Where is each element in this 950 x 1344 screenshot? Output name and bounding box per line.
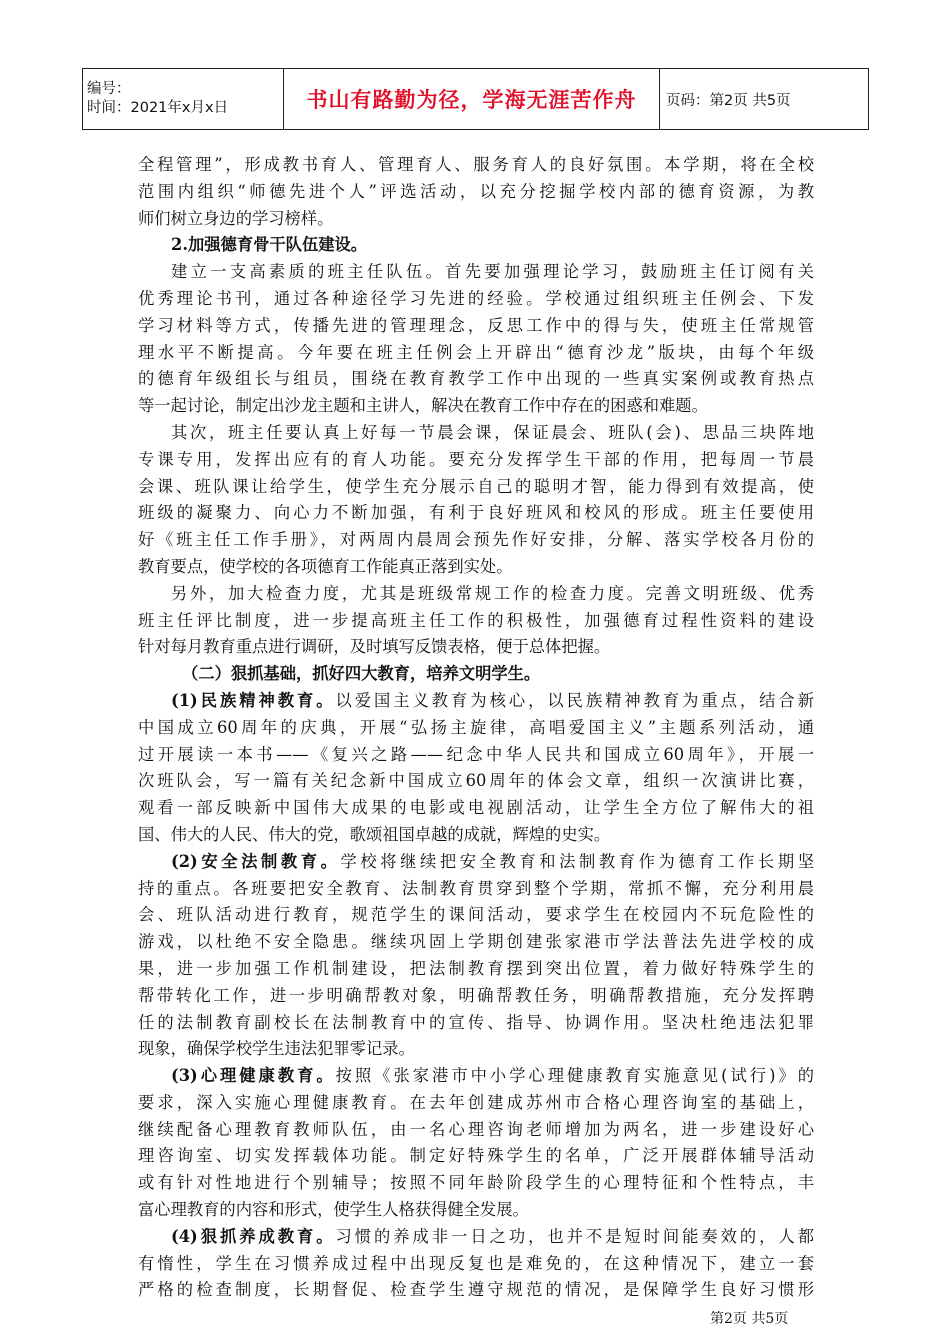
body-text: 学校将继续把安全教育和法制教育作为德育工作长期坚 <box>340 851 814 871</box>
body-line: 好《班主任工作手册》，对两周内晨周会预先作好安排，分解、落实学校各月份的 <box>138 530 814 550</box>
body-line: 有惰性，学生在习惯养成过程中出现反复也是难免的，在这种情况下，建立一套 <box>138 1253 814 1273</box>
body-line: 游戏，以杜绝不安全隐患。继续巩固上学期创建张家港市学法普法先进学校的成 <box>138 932 814 952</box>
body-line: 建立一支高素质的班主任队伍。首先要加强理论学习，鼓励班主任订阅有关 <box>171 262 814 282</box>
document-number-label: 编号： <box>87 81 131 97</box>
header-motto-cell <box>284 69 660 130</box>
body-line: 继续配备心理教育教师队伍，由一名心理咨询老师增加为两名，进一步建设好心 <box>138 1119 814 1139</box>
subheading-mental-health: (3)心理健康教育。 <box>171 1066 336 1086</box>
header-motto: 书山有路勤为径，学海无涯苦作舟 <box>306 88 637 112</box>
document-body <box>138 152 814 1304</box>
body-line: 范围内组织“师德先进个人”评选活动，以充分挖掘学校内部的德育资源，为教 <box>138 181 814 201</box>
body-line: 观看一部反映新中国伟大成果的电影或电视剧活动，让学生全方位了解伟大的祖 <box>138 798 814 818</box>
body-line: 学习材料等方式，传播先进的管理理念，反思工作中的得与失，使班主任常规管 <box>138 315 814 335</box>
body-line: 优秀理论书刊，通过各种途径学习先进的经验。学校通过组织班主任例会、下发 <box>138 288 814 308</box>
body-line: 会课、班队课让给学生，使学生充分展示自己的聪明才智，能力得到有效提高，使 <box>138 476 814 496</box>
body-line: 教育要点，使学校的各项德育工作能真正落到实处。 <box>138 556 513 576</box>
body-text: 按照《张家港市中小学心理健康教育实施意见(试行)》的 <box>335 1066 814 1086</box>
subheading-national-spirit: (1)民族精神教育。 <box>171 690 336 710</box>
body-line: 理水平不断提高。今年要在班主任例会上开辟出“德育沙龙”版块，由每个年级 <box>138 342 814 362</box>
page-header <box>82 68 869 130</box>
body-text: 习惯的养成非一日之功，也并不是短时间能奏效的，人都 <box>335 1226 814 1246</box>
page-footer: 第2页 共5页 <box>710 1311 789 1327</box>
body-line: 任的法制教育副校长在法制教育中的宣传、指导、协调作用。坚决杜绝违法犯罪 <box>138 1012 814 1032</box>
section-heading-2: 2.加强德育骨干队伍建设。 <box>171 235 368 255</box>
body-line: 班级的凝聚力、向心力不断加强，有利于良好班风和校风的形成。班主任要使用 <box>138 503 814 523</box>
paragraph-lead-line <box>138 849 814 876</box>
paragraph-lead-line <box>138 688 814 715</box>
body-line: 现象，确保学校学生违法犯罪零记录。 <box>138 1039 415 1059</box>
body-line: 班主任评比制度，进一步提高班主任工作的积极性，加强德育过程性资料的建设 <box>138 610 814 630</box>
body-line: 会、班队活动进行教育，规范学生的课间活动，要求学生在校园内不玩危险性的 <box>138 905 814 925</box>
body-line: 富心理教育的内容和形式，使学生人格获得健全发展。 <box>138 1200 529 1220</box>
body-line: 过开展读一本书——《复兴之路——纪念中华人民共和国成立60周年》，开展一 <box>138 744 814 764</box>
subheading-habit-formation: (4)狠抓养成教育。 <box>171 1226 336 1246</box>
body-line: 严格的检查制度，长期督促、检查学生遵守规范的情况，是保障学生良好习惯形 <box>138 1280 814 1300</box>
paragraph-lead-line <box>138 1063 814 1090</box>
body-line: 或有针对性地进行个别辅导；按照不同年龄阶段学生的心理特征和个性特点，丰 <box>138 1173 814 1193</box>
body-line: 帮带转化工作，进一步明确帮教对象，明确帮教任务，明确帮教措施，充分发挥聘 <box>138 985 814 1005</box>
body-line: 持的重点。各班要把安全教育、法制教育贯穿到整个学期，常抓不懈，充分利用晨 <box>138 878 814 898</box>
document-date-label: 时间：2021年x月x日 <box>87 100 229 116</box>
body-line: 专课专用，发挥出应有的育人功能。要充分发挥学生干部的作用，把每周一节晨 <box>138 449 814 469</box>
subheading-safety-law: (2)安全法制教育。 <box>171 851 341 871</box>
body-line: 次班队会，写一篇有关纪念新中国成立60周年的体会文章，组织一次演讲比赛， <box>138 771 814 791</box>
body-line: 要求，深入实施心理健康教育。在去年创建成苏州市合格心理咨询室的基础上， <box>138 1092 814 1112</box>
body-line: 理咨询室、切实发挥载体功能。制定好特殊学生的名单，广泛开展群体辅导活动 <box>138 1146 814 1166</box>
body-line: 的德育年级组长与组员，围绕在教育教学工作中出现的一些真实案例或教育热点 <box>138 369 814 389</box>
header-page-number: 页码：第2页 共5页 <box>660 69 869 130</box>
body-line: 果，进一步加强工作机制建设，把法制教育摆到突出位置，着力做好特殊学生的 <box>138 958 814 978</box>
body-line: 等一起讨论，制定出沙龙主题和主讲人，解决在教育工作中存在的困惑和难题。 <box>138 396 708 416</box>
header-meta <box>83 69 284 130</box>
body-line: 全程管理”，形成教书育人、管理育人、服务育人的良好氛围。本学期，将在全校 <box>138 155 814 174</box>
paragraph-lead-line <box>138 1224 814 1251</box>
body-line: 师们树立身边的学习榜样。 <box>138 208 334 228</box>
body-line: 针对每月教育重点进行调研，及时填写反馈表格，便于总体把握。 <box>138 637 611 657</box>
body-line: 另外，加大检查力度，尤其是班级常规工作的检查力度。完善文明班级、优秀 <box>171 583 814 603</box>
body-text: 以爱国主义教育为核心，以民族精神教育为重点，结合新 <box>335 690 814 710</box>
body-line: 其次，班主任要认真上好每一节晨会课，保证晨会、班队(会)、思品三块阵地 <box>171 422 814 442</box>
body-line: 国、伟大的人民、伟大的党，歌颂祖国卓越的成就，辉煌的史实。 <box>138 824 611 844</box>
body-line: 中国成立60周年的庆典，开展“弘扬主旋律，高唱爱国主义”主题系列活动，通 <box>138 717 814 737</box>
section-heading-part-2: （二）狠抓基础，抓好四大教育，培养文明学生。 <box>182 664 541 684</box>
